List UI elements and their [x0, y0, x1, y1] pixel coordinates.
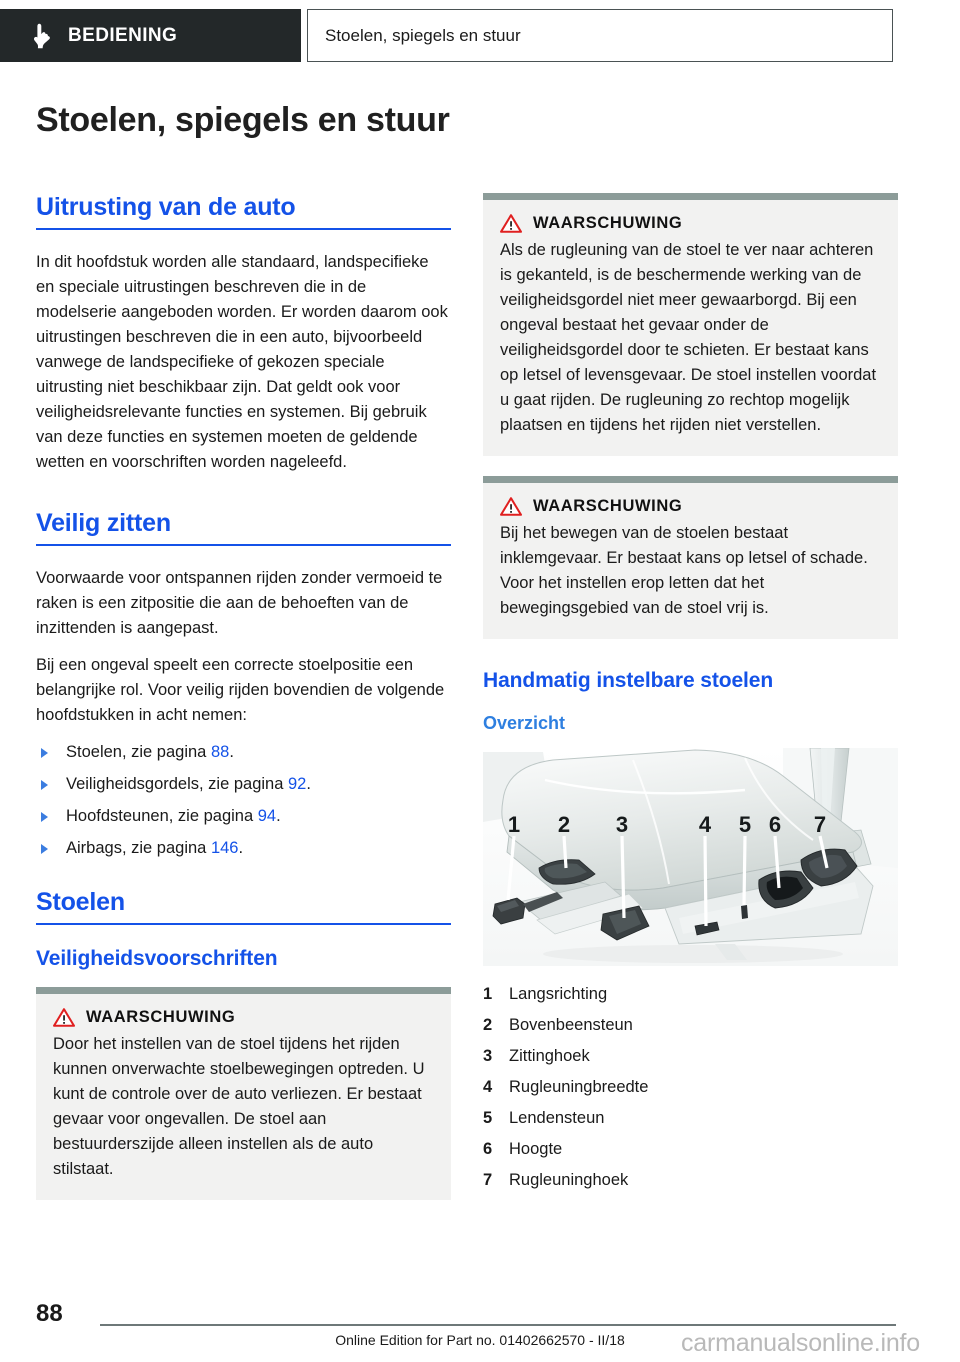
page-reference[interactable]: 146 [210, 839, 239, 857]
page-reference[interactable]: 88 [210, 743, 230, 761]
paragraph-veilig-zitten-1: Voorwaarde voor ontspannen rijden zonder vermoeid te raken is een zitpositie die aan de behoeften van de inzittenden is aangepast. [36, 569, 443, 637]
warning-header [53, 1008, 434, 1027]
heading-overzicht: Overzicht [483, 713, 566, 733]
header-chapter-tab[interactable] [0, 9, 301, 62]
figure-legend-table [483, 978, 898, 1195]
warning-triangle-icon [500, 497, 522, 516]
table-row [483, 1164, 898, 1195]
paragraph-uitrusting: In dit hoofdstuk worden alle standaard, landspecifieke en speciale uitrustingen beschreven die in de modelserie aangeboden worden. Er worden daarom ook uitrustingen beschreven die in een auto, bijvoorbeeld vanwege de landspecifieke of gekozen speciale uitrusting niet beschikbaar zijn. Dat geldt ook voor veiligheidsrelevante functies en systemen. Bij gebruik van deze functies en systemen moeten de geldende wetten en voorschriften worden nageleefd. [36, 253, 448, 471]
warning-triangle-icon [53, 1008, 75, 1027]
legend-number: 1 [483, 984, 493, 1003]
legend-number: 3 [483, 1046, 493, 1065]
page-reference[interactable]: 94 [257, 807, 277, 825]
list-item-suffix: . [276, 807, 281, 825]
heading-stoelen: Stoelen [36, 888, 451, 925]
list-item-suffix: . [229, 743, 234, 761]
warning-header [500, 214, 881, 233]
callout-2: 2 [557, 812, 571, 837]
list-item[interactable] [36, 804, 451, 829]
callout-1: 1 [507, 812, 521, 837]
callout-3: 3 [615, 812, 629, 837]
footer-edition-text: Online Edition for Part no. 01402662570 - II/18 [335, 1332, 625, 1348]
heading-uitrusting-van-de-auto: Uitrusting van de auto [36, 193, 451, 230]
list-item[interactable] [36, 740, 451, 765]
warning-box-rugleuning [483, 193, 898, 456]
legend-number: 4 [483, 1077, 493, 1096]
page-header [0, 9, 960, 62]
warning-triangle-icon [500, 214, 522, 233]
header-section-label: Stoelen, spiegels en stuur [325, 25, 521, 45]
callout-6: 6 [768, 812, 782, 837]
header-chapter-label: BEDIENING [68, 24, 178, 46]
bullet-triangle-icon [41, 844, 48, 854]
warning-body: Als de rugleuning van de stoel te ver naar achteren is gekanteld, is de beschermende werking van de veiligheidsgordel niet meer gewaarborgd. Bij een ongeval bestaat het gevaar onder de veiligheidsgordel door te schieten. Er bestaat kans op letsel of levensgevaar. De stoel instellen voordat u gaat rijden. De rugleuning zo rechtop mogelijk plaatsen en tijdens het rijden niet verstellen. [500, 241, 877, 434]
paragraph-veilig-zitten-2: Bij een ongeval speelt een correcte stoelpositie een belangrijke rol. Voor veilig rijden bovendien de volgende hoofdstukken in acht nemen: [36, 656, 445, 724]
callout-5: 5 [738, 812, 752, 837]
footer-divider [100, 1324, 896, 1326]
manual-seat-controls-illustration [483, 748, 898, 966]
heading-veilig-zitten: Veilig zitten [36, 509, 451, 546]
list-item-label: Airbags, zie pagina [66, 839, 211, 857]
callout-7: 7 [813, 812, 827, 837]
callout-4: 4 [698, 812, 712, 837]
heading-veiligheidsvoorschriften: Veiligheidsvoorschriften [36, 947, 278, 970]
warning-title: WAARSCHUWING [533, 214, 683, 232]
seat-diagram-svg [483, 748, 898, 966]
legend-number: 6 [483, 1139, 493, 1158]
legend-label: Rugleuningbreedte [509, 1077, 649, 1096]
warning-title: WAARSCHUWING [86, 1008, 236, 1026]
warning-box-stoel-instellen [36, 987, 451, 1200]
table-row [483, 1102, 898, 1133]
list-item-label: Hoofdsteunen, zie pagina [66, 807, 258, 825]
warning-box-inklemgevaar [483, 476, 898, 639]
page-reference[interactable]: 92 [288, 775, 307, 793]
pointing-hand-icon [32, 23, 52, 49]
cross-reference-list [36, 740, 451, 861]
table-row [483, 978, 898, 1009]
page-title: Stoelen, spiegels en stuur [36, 101, 450, 139]
right-column [483, 193, 898, 1195]
legend-number: 7 [483, 1170, 493, 1189]
list-item-label: Stoelen, zie pagina [66, 743, 211, 761]
legend-label: Lendensteun [509, 1108, 605, 1127]
left-column [36, 193, 451, 1200]
header-section-tab[interactable] [307, 9, 893, 62]
legend-label: Rugleuninghoek [509, 1170, 629, 1189]
list-item-suffix: . [306, 775, 311, 793]
list-item[interactable] [36, 836, 451, 861]
legend-label: Langsrichting [509, 984, 608, 1003]
legend-label: Zittinghoek [509, 1046, 590, 1065]
table-row [483, 1009, 898, 1040]
list-item-suffix: . [238, 839, 244, 857]
page-number: 88 [36, 1300, 63, 1327]
warning-header [500, 497, 881, 516]
bullet-triangle-icon [41, 812, 48, 822]
watermark: carmanualsonline.info [681, 1329, 921, 1357]
table-row [483, 1040, 898, 1071]
warning-title: WAARSCHUWING [533, 497, 683, 515]
list-item-label: Veiligheidsgordels, zie pagina [66, 775, 288, 793]
bullet-triangle-icon [41, 780, 48, 790]
legend-label: Bovenbeensteun [509, 1015, 633, 1034]
list-item[interactable] [36, 772, 451, 797]
legend-label: Hoogte [509, 1139, 563, 1158]
legend-number: 2 [483, 1015, 493, 1034]
heading-handmatig-instelbare-stoelen: Handmatig instelbare stoelen [483, 669, 774, 692]
table-row [483, 1071, 898, 1102]
bullet-triangle-icon [41, 748, 48, 758]
warning-body: Door het instellen van de stoel tijdens het rijden kunnen onverwachte stoelbewegingen optreden. U kunt de controle over de auto verliezen. Er bestaat gevaar voor ongevallen. De stoel aan bestuurderszijde alleen instellen als de auto stilstaat. [53, 1035, 425, 1178]
legend-number: 5 [483, 1108, 493, 1127]
table-row [483, 1133, 898, 1164]
warning-body: Bij het bewegen van de stoelen bestaat inklemgevaar. Er bestaat kans op letsel of schade. Voor het instellen erop letten dat het bewegingsgebied van de stoel vrij is. [500, 524, 868, 617]
